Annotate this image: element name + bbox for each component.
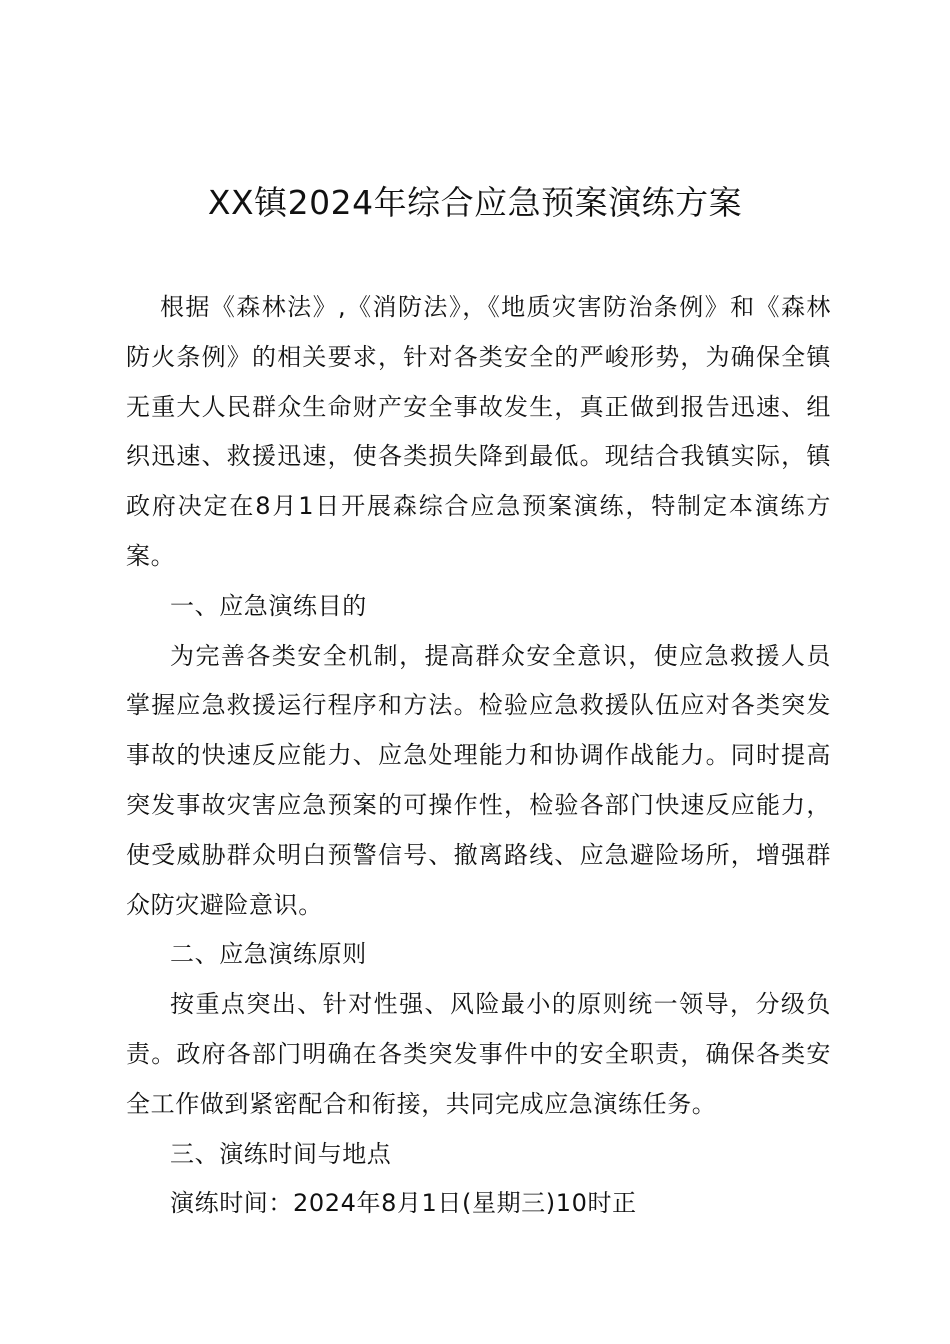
section-heading-principles: 二、应急演练原则 xyxy=(170,940,367,969)
section-paragraph-purpose: 为完善各类安全机制，提高群众安全意识，使应急救援人员掌握应急救援运行程序和方法。检验应急救援队伍应对各类突发事故的快速反应能力、应急处理能力和协调作战能力。同时提高突发事故灾害应急预案的可操作性，检验各部门快速反应能力，使受威胁群众明白预警信号、撤离路线、应急避险场所，增强群众防灾避险意识。 xyxy=(126,641,831,919)
section-heading-purpose: 一、应急演练目的 xyxy=(170,591,367,620)
section-paragraph-principles: 按重点突出、针对性强、风险最小的原则统一领导，分级负责。政府各部门明确在各类突发事件中的安全职责，确保各类安全工作做到紧密配合和衔接，共同完成应急演练任务。 xyxy=(126,990,831,1118)
intro-paragraph: 根据《森林法》,《消防法》，《地质灾害防治条例》和《森林防火条例》的相关要求，针对各类安全的严峻形势，为确保全镇无重大人民群众生命财产安全事故发生，真正做到报告迅速、组织迅速、救援迅速，使各类损失降到最低。现结合我镇实际，镇政府决定在8月1日开展森综合应急预案演练，特制定本演练方案。 xyxy=(126,293,831,570)
document-body xyxy=(126,283,831,1229)
document-title: XX镇2024年综合应急预案演练方案 xyxy=(207,183,743,222)
section-heading-time-place: 三、演练时间与地点 xyxy=(170,1139,392,1168)
section-paragraph-time: 演练时间：2024年8月1日(星期三)10时正 xyxy=(170,1189,637,1218)
